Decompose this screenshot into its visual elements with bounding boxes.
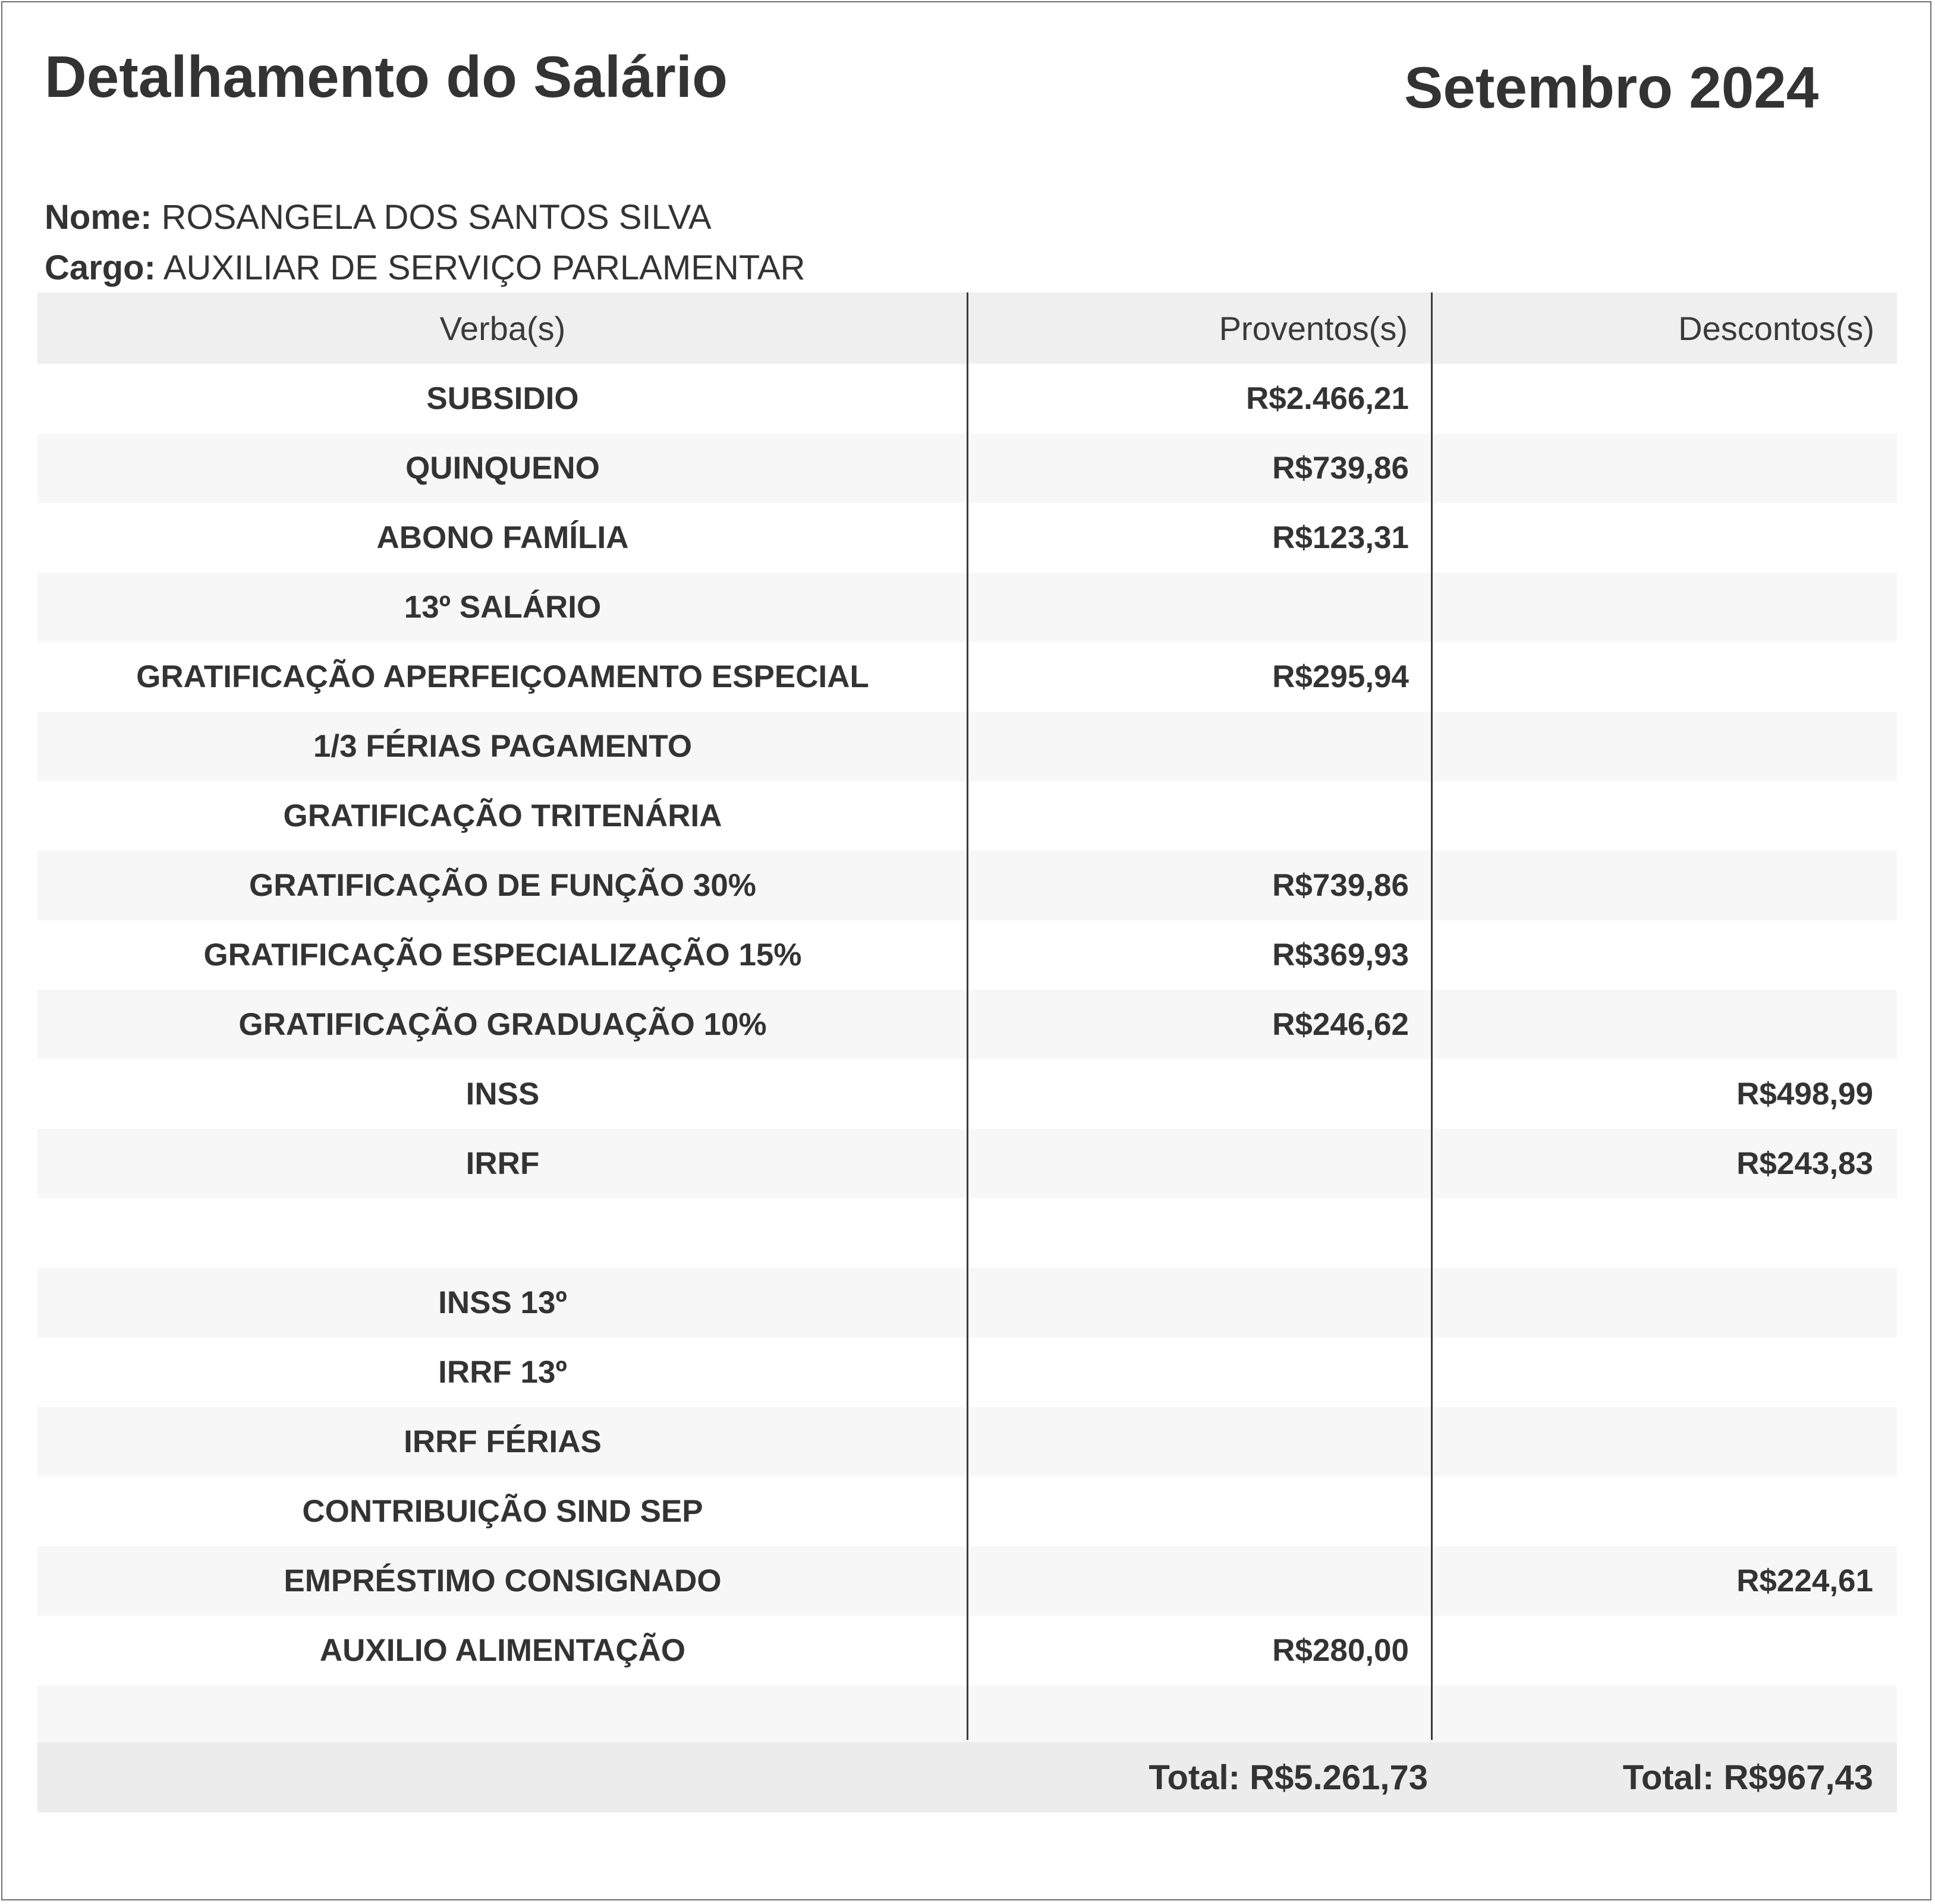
cell-descontos [1433,1337,1897,1407]
cell-verba: AUXILIO ALIMENTAÇÃO [319,1633,686,1668]
cell-proventos [968,572,1433,642]
cell-verba: GRATIFICAÇÃO APERFEIÇOAMENTO ESPECIAL [136,659,869,694]
cell-proventos [968,1268,1433,1337]
cell-verba: IRRF FÉRIAS [404,1424,602,1459]
cell-descontos [1433,920,1897,990]
cell-proventos: R$2.466,21 [1245,381,1409,416]
totals-row [37,1742,1897,1812]
column-divider-descontos [1431,292,1433,1740]
cell-descontos [1433,1477,1897,1546]
cell-descontos [1433,781,1897,851]
employee-role-value: AUXILIAR DE SERVIÇO PARLAMENTAR [163,248,806,287]
cell-verba: ABONO FAMÍLIA [376,520,629,555]
cell-descontos [1433,1198,1897,1268]
column-header-verba: Verba(s) [439,309,566,347]
column-header-proventos: Proventos(s) [1219,309,1408,347]
cell-proventos [968,1546,1433,1616]
employee-name-label: Nome: [45,198,152,237]
cell-proventos: R$280,00 [1272,1633,1409,1668]
cell-proventos: R$369,93 [1272,937,1409,973]
cell-proventos [968,1337,1433,1407]
employee-name-line [45,200,712,235]
cell-verba: QUINQUENO [405,451,600,486]
employee-name-value: ROSANGELA DOS SANTOS SILVA [161,198,712,237]
cell-proventos [968,781,1433,851]
total-proventos: Total: R$5.261,73 [1149,1758,1428,1797]
total-descontos: Total: R$967,43 [1622,1758,1873,1797]
cell-descontos [1433,712,1897,781]
column-divider-proventos [967,292,968,1740]
cell-proventos [968,1477,1433,1546]
cell-descontos [1433,364,1897,433]
cell-descontos [1433,572,1897,642]
cell-proventos [968,712,1433,781]
cell-verba: GRATIFICAÇÃO GRADUAÇÃO 10% [238,1007,767,1042]
cell-descontos: R$243,83 [1736,1146,1873,1181]
cell-verba: INSS [465,1077,540,1112]
cell-proventos [968,1059,1433,1129]
cell-verba: 1/3 FÉRIAS PAGAMENTO [313,729,693,764]
cell-descontos [1433,642,1897,712]
cell-verba: IRRF 13º [438,1355,567,1390]
cell-verba: GRATIFICAÇÃO ESPECIALIZAÇÃO 15% [203,937,802,973]
cell-proventos [968,1129,1433,1198]
page-title: Detalhamento do Salário [45,44,728,109]
cell-verba: EMPRÉSTIMO CONSIGNADO [284,1563,722,1598]
cell-descontos [1433,851,1897,920]
cell-verba [37,1198,968,1268]
cell-descontos [1433,1407,1897,1477]
cell-proventos: R$123,31 [1272,520,1409,555]
cell-proventos: R$739,86 [1272,451,1409,486]
employee-role-label: Cargo: [45,248,156,287]
cell-proventos [968,1198,1433,1268]
cell-proventos: R$295,94 [1272,659,1409,694]
cell-verba: IRRF [465,1146,540,1181]
cell-verba: GRATIFICAÇÃO TRITENÁRIA [283,798,722,833]
employee-role-line [45,248,806,287]
cell-descontos [1433,1616,1897,1685]
cell-descontos [1433,503,1897,572]
cell-proventos: R$739,86 [1272,868,1409,903]
cell-verba: CONTRIBUIÇÃO SIND SEP [302,1494,703,1529]
cell-descontos [1433,433,1897,503]
cell-descontos: R$498,99 [1736,1077,1873,1112]
cell-descontos [1433,1268,1897,1337]
cell-verba: GRATIFICAÇÃO DE FUNÇÃO 30% [249,868,756,903]
cell-verba: INSS 13º [438,1285,567,1320]
cell-verba: SUBSIDIO [426,381,579,416]
cell-proventos [968,1407,1433,1477]
cell-descontos [1433,990,1897,1059]
cell-descontos: R$224,61 [1736,1563,1873,1598]
cell-verba: 13º SALÁRIO [404,590,602,625]
cell-proventos: R$246,62 [1272,1007,1409,1042]
column-header-descontos: Descontos(s) [1678,309,1874,347]
period-label: Setembro 2024 [1404,55,1819,120]
